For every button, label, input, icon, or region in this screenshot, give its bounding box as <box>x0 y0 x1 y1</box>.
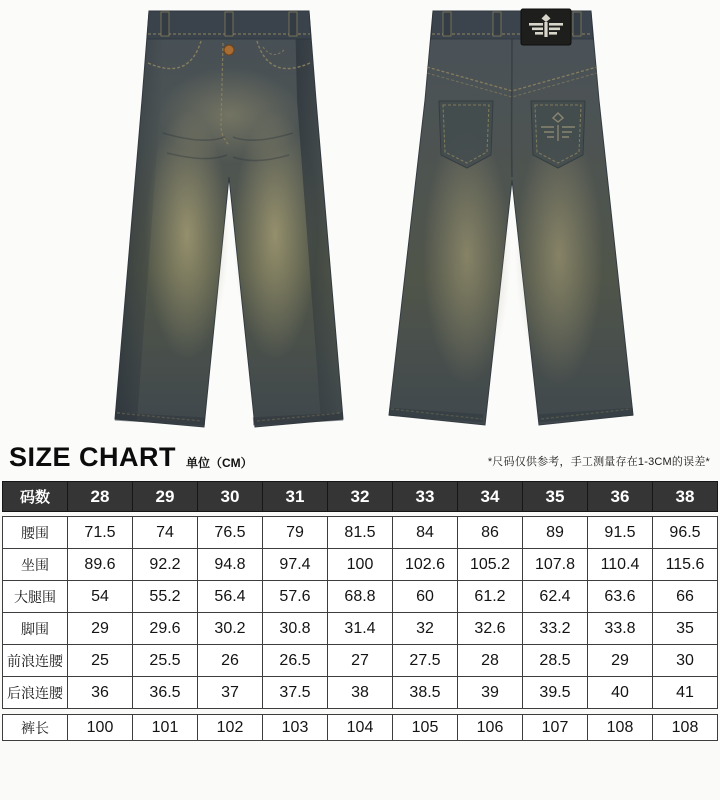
row-label: 坐围 <box>2 548 68 581</box>
size-cell: 26.5 <box>262 644 328 677</box>
size-cell: 71.5 <box>67 516 133 549</box>
size-chart-title: SIZE CHART <box>9 441 176 472</box>
size-cell: 68.8 <box>327 580 393 613</box>
size-cell: 79 <box>262 516 328 549</box>
size-cell: 27 <box>327 644 393 677</box>
size-table-body <box>2 516 718 741</box>
size-cell: 32 <box>392 612 458 645</box>
size-header-label: 码数 <box>2 481 68 512</box>
size-cell: 100 <box>327 548 393 581</box>
size-cell: 29 <box>587 644 653 677</box>
size-cell: 28 <box>457 644 523 677</box>
size-cell: 30.2 <box>197 612 263 645</box>
size-cell: 96.5 <box>652 516 718 549</box>
size-chart-unit: 单位（CM） <box>186 455 253 470</box>
size-cell: 66 <box>652 580 718 613</box>
size-table-row <box>2 548 718 581</box>
size-cell: 36 <box>67 676 133 709</box>
size-cell: 103 <box>262 714 328 741</box>
size-cell: 89 <box>522 516 588 549</box>
size-cell: 62.4 <box>522 580 588 613</box>
size-col-36: 36 <box>588 481 653 512</box>
size-cell: 61.2 <box>457 580 523 613</box>
size-cell: 105.2 <box>457 548 523 581</box>
size-cell: 110.4 <box>587 548 653 581</box>
size-col-35: 35 <box>523 481 588 512</box>
size-cell: 31.4 <box>327 612 393 645</box>
size-cell: 26 <box>197 644 263 677</box>
size-cell: 100 <box>67 714 133 741</box>
size-table-row <box>2 516 718 549</box>
size-cell: 54 <box>67 580 133 613</box>
size-cell: 108 <box>652 714 718 741</box>
size-cell: 84 <box>392 516 458 549</box>
size-cell: 38 <box>327 676 393 709</box>
size-col-34: 34 <box>458 481 523 512</box>
size-table-row <box>2 644 718 677</box>
size-cell: 55.2 <box>132 580 198 613</box>
size-cell: 81.5 <box>327 516 393 549</box>
size-cell: 28.5 <box>522 644 588 677</box>
size-cell: 86 <box>457 516 523 549</box>
size-cell: 91.5 <box>587 516 653 549</box>
size-cell: 36.5 <box>132 676 198 709</box>
size-cell: 107 <box>522 714 588 741</box>
row-label: 后浪连腰 <box>2 676 68 709</box>
size-cell: 63.6 <box>587 580 653 613</box>
size-cell: 39.5 <box>522 676 588 709</box>
size-cell: 94.8 <box>197 548 263 581</box>
back-pocket-right <box>531 101 585 168</box>
size-col-38: 38 <box>653 481 718 512</box>
size-cell: 60 <box>392 580 458 613</box>
size-cell: 30.8 <box>262 612 328 645</box>
size-cell: 33.2 <box>522 612 588 645</box>
size-cell: 41 <box>652 676 718 709</box>
size-cell: 25.5 <box>132 644 198 677</box>
size-cell: 38.5 <box>392 676 458 709</box>
size-table-row <box>2 714 718 741</box>
size-col-29: 29 <box>133 481 198 512</box>
row-label: 脚围 <box>2 612 68 645</box>
size-cell: 37.5 <box>262 676 328 709</box>
size-cell: 92.2 <box>132 548 198 581</box>
size-table-row <box>2 612 718 645</box>
size-cell: 115.6 <box>652 548 718 581</box>
size-cell: 104 <box>327 714 393 741</box>
row-label: 裤长 <box>2 714 68 741</box>
size-cell: 105 <box>392 714 458 741</box>
size-cell: 37 <box>197 676 263 709</box>
size-cell: 74 <box>132 516 198 549</box>
size-cell: 56.4 <box>197 580 263 613</box>
size-col-33: 33 <box>393 481 458 512</box>
back-pocket-left <box>439 101 493 168</box>
size-cell: 89.6 <box>67 548 133 581</box>
size-cell: 102 <box>197 714 263 741</box>
jeans-button <box>224 45 234 55</box>
size-cell: 107.8 <box>522 548 588 581</box>
size-table-row <box>2 580 718 613</box>
size-table <box>2 481 718 741</box>
size-cell: 102.6 <box>392 548 458 581</box>
size-cell: 33.8 <box>587 612 653 645</box>
size-cell: 30 <box>652 644 718 677</box>
brand-patch <box>521 9 571 45</box>
size-cell: 106 <box>457 714 523 741</box>
size-cell: 97.4 <box>262 548 328 581</box>
size-cell: 108 <box>587 714 653 741</box>
size-cell: 29 <box>67 612 133 645</box>
size-cell: 29.6 <box>132 612 198 645</box>
size-cell: 25 <box>67 644 133 677</box>
size-cell: 32.6 <box>457 612 523 645</box>
size-cell: 76.5 <box>197 516 263 549</box>
size-col-30: 30 <box>198 481 263 512</box>
size-cell: 35 <box>652 612 718 645</box>
size-col-28: 28 <box>68 481 133 512</box>
jeans-back-photo <box>383 5 641 431</box>
row-label: 前浪连腰 <box>2 644 68 677</box>
size-cell: 39 <box>457 676 523 709</box>
size-cell: 27.5 <box>392 644 458 677</box>
size-table-row <box>2 676 718 709</box>
size-cell: 57.6 <box>262 580 328 613</box>
size-chart-disclaimer: *尺码仅供参考，手工测量存在1-3CM的误差* <box>487 456 710 468</box>
row-label: 腰围 <box>2 516 68 549</box>
row-label: 大腿围 <box>2 580 68 613</box>
size-chart-header <box>0 433 720 481</box>
size-cell: 40 <box>587 676 653 709</box>
jeans-front-photo <box>103 5 355 431</box>
size-table-header-row <box>2 481 718 512</box>
size-col-31: 31 <box>263 481 328 512</box>
size-cell: 101 <box>132 714 198 741</box>
size-col-32: 32 <box>328 481 393 512</box>
